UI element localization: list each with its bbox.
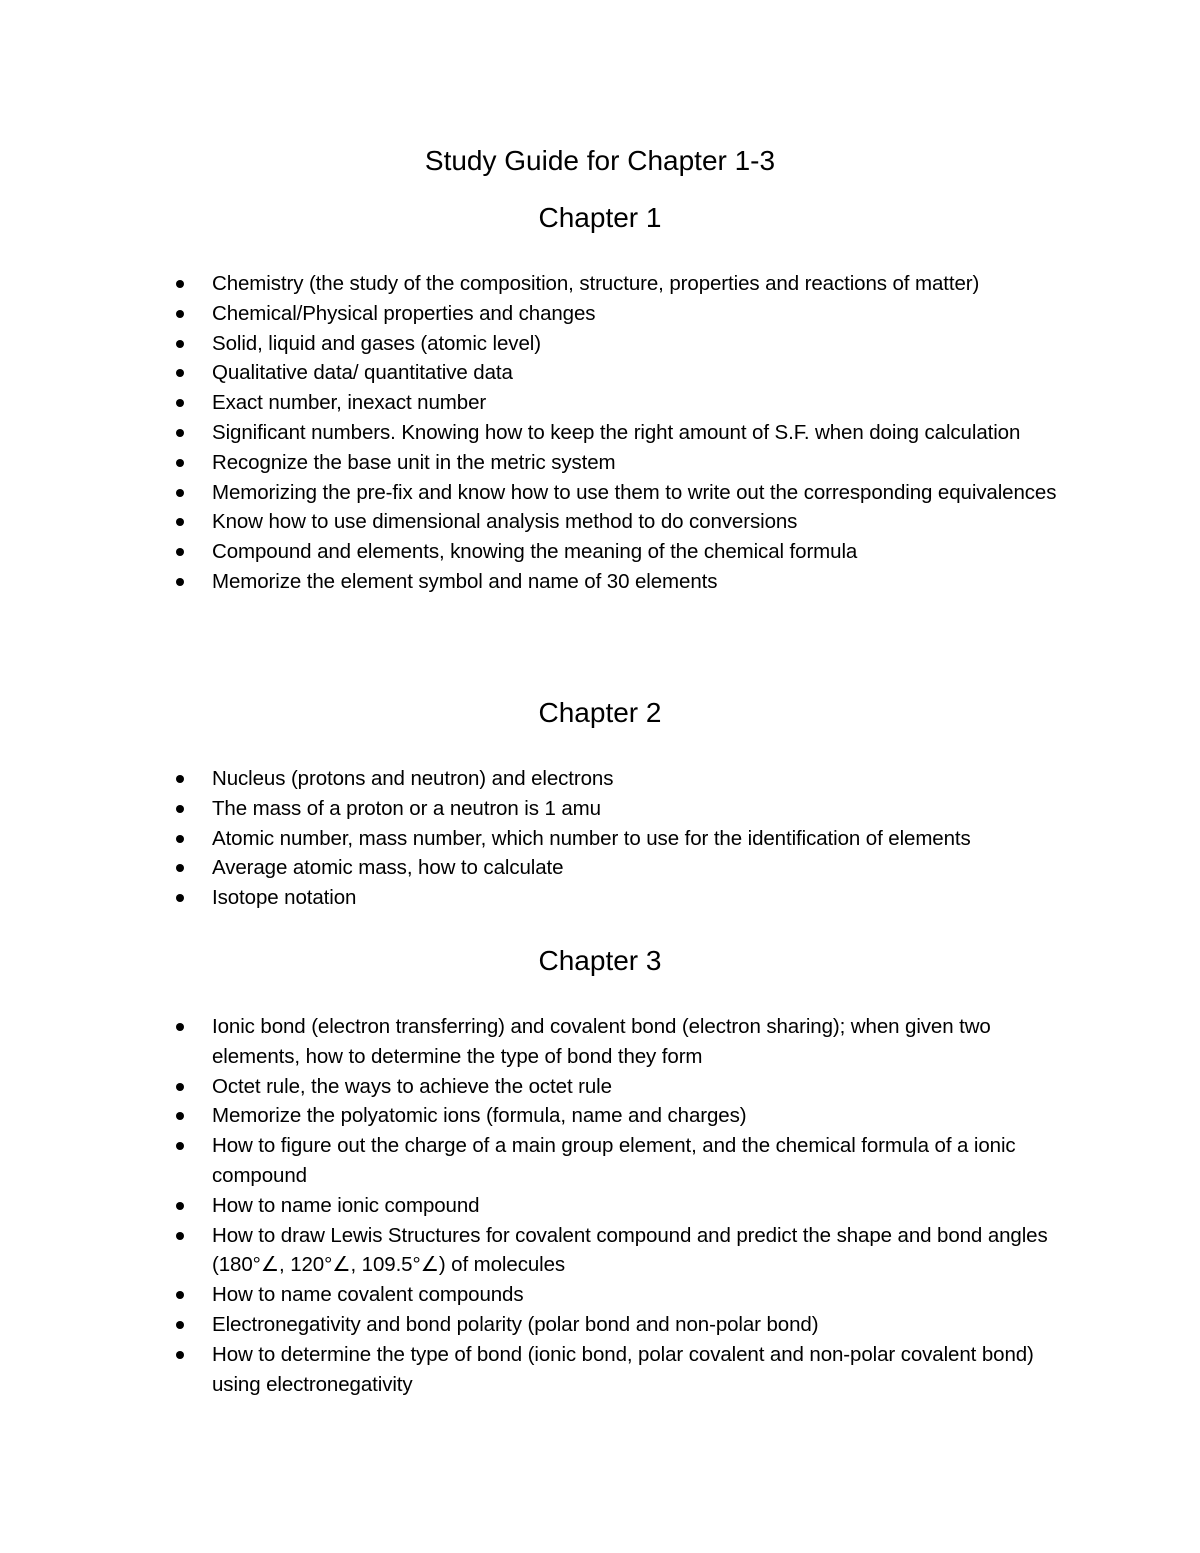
bullet-icon	[176, 340, 184, 348]
chapter-3-heading: Chapter 3	[538, 945, 662, 976]
list-item-text: Solid, liquid and gases (atomic level)	[212, 331, 541, 355]
bullet-icon	[176, 1202, 184, 1210]
list-item	[0, 567, 1062, 597]
list-item	[0, 478, 1062, 508]
list-item-text: Compound and elements, knowing the meaning of the chemical formula	[212, 540, 858, 564]
list-item-text: Significant numbers. Knowing how to keep the right amount of S.F. when doing calculation	[212, 420, 1021, 444]
bullet-icon	[176, 835, 184, 843]
chapter-2-heading: Chapter 2	[538, 697, 662, 728]
list-item-text: Memorizing the pre-fix and know how to use them to write out the corresponding equivalences	[212, 480, 1057, 504]
list-item-text: Ionic bond (electron transferring) and covalent bond (electron sharing); when given two elements, how to determine the type of bond they form	[212, 1015, 991, 1068]
bullet-icon	[176, 1112, 184, 1120]
bullet-icon	[176, 1291, 184, 1299]
list-item	[0, 269, 1062, 299]
chapter-1-heading: Chapter 1	[538, 202, 662, 233]
list-item	[0, 388, 1062, 418]
bullet-icon	[176, 1351, 184, 1359]
list-item-text: Atomic number, mass number, which number to use for the identification of elements	[212, 826, 971, 850]
bullet-icon	[176, 459, 184, 467]
list-item-text: The mass of a proton or a neutron is 1 amu	[212, 796, 601, 820]
list-item-text: Chemistry (the study of the composition, structure, properties and reactions of matter)	[212, 272, 980, 295]
list-item-text: Memorize the element symbol and name of 30 elements	[212, 569, 718, 593]
list-item	[0, 1131, 1062, 1191]
list-item-text: Isotope notation	[212, 886, 357, 910]
list-item-text: How to name ionic compound	[212, 1193, 480, 1217]
chapter-3-list	[0, 1012, 1200, 1399]
list-item	[0, 418, 1062, 448]
bullet-icon	[176, 280, 184, 288]
list-item	[0, 764, 1062, 794]
list-item-text: Chemical/Physical properties and changes	[212, 301, 596, 325]
list-item	[0, 537, 1062, 567]
bullet-icon	[176, 1321, 184, 1329]
list-item	[0, 853, 1062, 883]
list-item-text: Memorize the polyatomic ions (formula, name and charges)	[212, 1104, 747, 1128]
list-item-text: How to draw Lewis Structures for covalent compound and predict the shape and bond angles (180°∠, 120°∠, 109.5°∠) of molecules	[212, 1223, 1048, 1277]
bullet-icon	[176, 1083, 184, 1091]
list-item-text: Octet rule, the ways to achieve the octet rule	[212, 1074, 612, 1098]
list-item-text: Nucleus (protons and neutron) and electrons	[212, 767, 614, 790]
bullet-icon	[176, 429, 184, 437]
list-item	[0, 448, 1062, 478]
list-item	[0, 1191, 1062, 1221]
list-item-text: Exact number, inexact number	[212, 391, 487, 415]
list-item	[0, 1340, 1062, 1400]
list-item-text: Average atomic mass, how to calculate	[212, 856, 564, 880]
list-item	[0, 1221, 1062, 1281]
list-item	[0, 794, 1062, 824]
bullet-icon	[176, 1023, 184, 1031]
bullet-icon	[176, 805, 184, 813]
list-item	[0, 1072, 1062, 1102]
list-item	[0, 1280, 1062, 1310]
bullet-icon	[176, 1232, 184, 1240]
bullet-icon	[176, 310, 184, 318]
list-item-text: How to figure out the charge of a main group element, and the chemical formula of a ionic compound	[212, 1134, 1016, 1187]
list-item-text: Electronegativity and bond polarity (polar bond and non-polar bond)	[212, 1312, 819, 1336]
list-item	[0, 1310, 1062, 1340]
bullet-icon	[176, 578, 184, 586]
list-item	[0, 1012, 1062, 1072]
list-item	[0, 824, 1062, 854]
chapter-1-list	[0, 269, 1200, 597]
list-item-text: How to name covalent compounds	[212, 1283, 524, 1307]
bullet-icon	[176, 518, 184, 526]
bullet-icon	[176, 489, 184, 497]
list-item-text: Recognize the base unit in the metric system	[212, 450, 616, 474]
bullet-icon	[176, 864, 184, 872]
list-item	[0, 329, 1062, 359]
list-item	[0, 358, 1062, 388]
list-item	[0, 299, 1062, 329]
chapter-2-list	[0, 764, 1200, 913]
bullet-icon	[176, 894, 184, 902]
list-item-text: Know how to use dimensional analysis method to do conversions	[212, 510, 798, 534]
list-item-text: How to determine the type of bond (ionic bond, polar covalent and non-polar covalent bond) using electronegativity	[212, 1342, 1034, 1396]
list-item	[0, 1101, 1062, 1131]
bullet-icon	[176, 1142, 184, 1150]
list-item	[0, 507, 1062, 537]
bullet-icon	[176, 369, 184, 377]
list-item-text: Qualitative data/ quantitative data	[212, 361, 513, 385]
bullet-icon	[176, 548, 184, 556]
document-title: Study Guide for Chapter 1-3	[424, 145, 776, 176]
list-item	[0, 883, 1062, 913]
bullet-icon	[176, 399, 184, 407]
bullet-icon	[176, 775, 184, 783]
